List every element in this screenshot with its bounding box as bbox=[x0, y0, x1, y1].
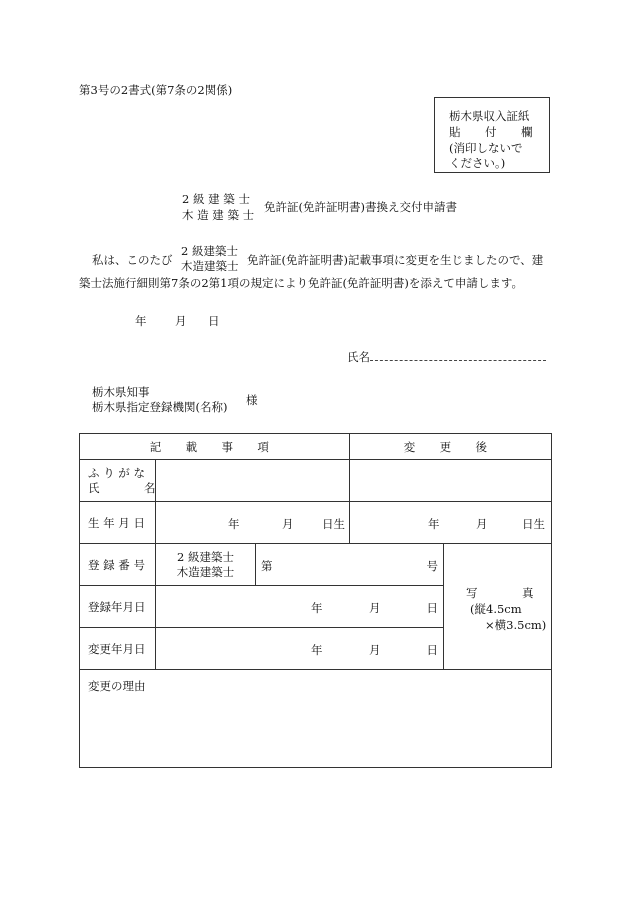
birth-year-label: 年 bbox=[228, 517, 240, 531]
photo-box bbox=[444, 544, 552, 670]
body-prefix: 私は、このたび bbox=[92, 253, 173, 267]
registration-month-label: 月 bbox=[369, 601, 381, 615]
date-year: 年 bbox=[135, 314, 147, 328]
date-month: 月 bbox=[175, 314, 187, 328]
after-month-label: 月 bbox=[476, 517, 488, 531]
registration-year-label: 年 bbox=[311, 601, 323, 615]
birth-day-label: 日生 bbox=[322, 517, 345, 531]
body-qualification-2: 木造建築士 bbox=[181, 259, 239, 273]
name-after-field[interactable] bbox=[350, 460, 552, 502]
photo-size-line2: ×横3.5cm) bbox=[485, 618, 547, 632]
name-label-a: 氏 bbox=[88, 480, 100, 495]
stamp-box-line2-b: 付 bbox=[485, 125, 497, 139]
registration-date-field[interactable] bbox=[156, 586, 444, 628]
addressee-honorific: 様 bbox=[246, 393, 258, 407]
stamp-box-line2-c: 欄 bbox=[521, 125, 533, 139]
photo-label-b: 真 bbox=[522, 586, 534, 600]
stamp-box-line3: (消印しないで bbox=[449, 141, 523, 155]
body-line1: 免許証(免許証明書)記載事項に変更を生じましたので、建 bbox=[247, 253, 544, 267]
application-form-table bbox=[79, 433, 552, 768]
signature-line bbox=[370, 360, 546, 361]
registration-number-field[interactable] bbox=[256, 544, 444, 586]
change-reason-field[interactable] bbox=[80, 670, 552, 768]
birth-date-label: 生 年 月 日 bbox=[80, 502, 156, 544]
change-date-field[interactable] bbox=[156, 628, 444, 670]
header-left-label: 記 載 事 項 bbox=[149, 439, 280, 454]
registration-number-suffix: 号 bbox=[426, 559, 439, 573]
change-day-label: 日 bbox=[426, 643, 439, 657]
birth-date-current-field[interactable] bbox=[156, 502, 350, 544]
name-label-cell bbox=[80, 460, 156, 502]
after-year-label: 年 bbox=[428, 517, 440, 531]
title-qualification-1: 2 級 建 築 士 bbox=[182, 192, 250, 206]
stamp-box-line1: 栃木県収入証紙 bbox=[449, 109, 530, 123]
stamp-box-line4: ください。) bbox=[449, 156, 506, 170]
name-current-field[interactable] bbox=[156, 460, 350, 502]
body-line2: 築士法施行細則第7条の2第1項の規定により免許証(免許証明書)を添えて申請します。 bbox=[79, 276, 523, 290]
change-month-label: 月 bbox=[369, 643, 381, 657]
change-year-label: 年 bbox=[311, 643, 323, 657]
name-label-b: 名 bbox=[144, 480, 156, 495]
registration-number-label: 登 録 番 号 bbox=[80, 544, 156, 586]
photo-size-line1: (縦4.5cm bbox=[470, 602, 522, 616]
birth-date-after-field[interactable] bbox=[350, 502, 552, 544]
change-reason-label: 変更の理由 bbox=[88, 679, 146, 693]
change-date-label: 変更年月日 bbox=[80, 628, 156, 670]
registration-qualification-1: 2 級建築士 bbox=[177, 549, 234, 564]
header-current-entries bbox=[80, 434, 350, 460]
birth-month-label: 月 bbox=[282, 517, 294, 531]
revenue-stamp-box bbox=[434, 97, 550, 173]
photo-label-a: 写 bbox=[466, 586, 478, 600]
page-title: 免許証(免許証明書)書換え交付申請書 bbox=[264, 200, 457, 214]
registration-qualification-cell bbox=[156, 544, 256, 586]
registration-date-label: 登録年月日 bbox=[80, 586, 156, 628]
stamp-box-line2-a: 貼 bbox=[449, 125, 461, 139]
addressee-line1: 栃木県知事 bbox=[92, 385, 150, 399]
signature-label: 氏名 bbox=[347, 350, 370, 364]
title-qualification-2: 木 造 建 築 士 bbox=[182, 208, 255, 222]
header-after-change bbox=[350, 434, 552, 460]
date-day: 日 bbox=[208, 314, 220, 328]
body-qualification-1: 2 級建築士 bbox=[181, 244, 238, 258]
header-right-label: 変 更 後 bbox=[403, 439, 498, 454]
furigana-label: ふ り が な bbox=[88, 465, 145, 480]
after-day-label: 日生 bbox=[522, 517, 546, 531]
registration-qualification-2: 木造建築士 bbox=[176, 564, 235, 579]
registration-number-prefix: 第 bbox=[261, 559, 273, 573]
addressee-line2: 栃木県指定登録機関(名称) bbox=[92, 400, 228, 414]
form-number: 第3号の2書式(第7条の2関係) bbox=[79, 83, 233, 97]
registration-day-label: 日 bbox=[426, 601, 439, 615]
